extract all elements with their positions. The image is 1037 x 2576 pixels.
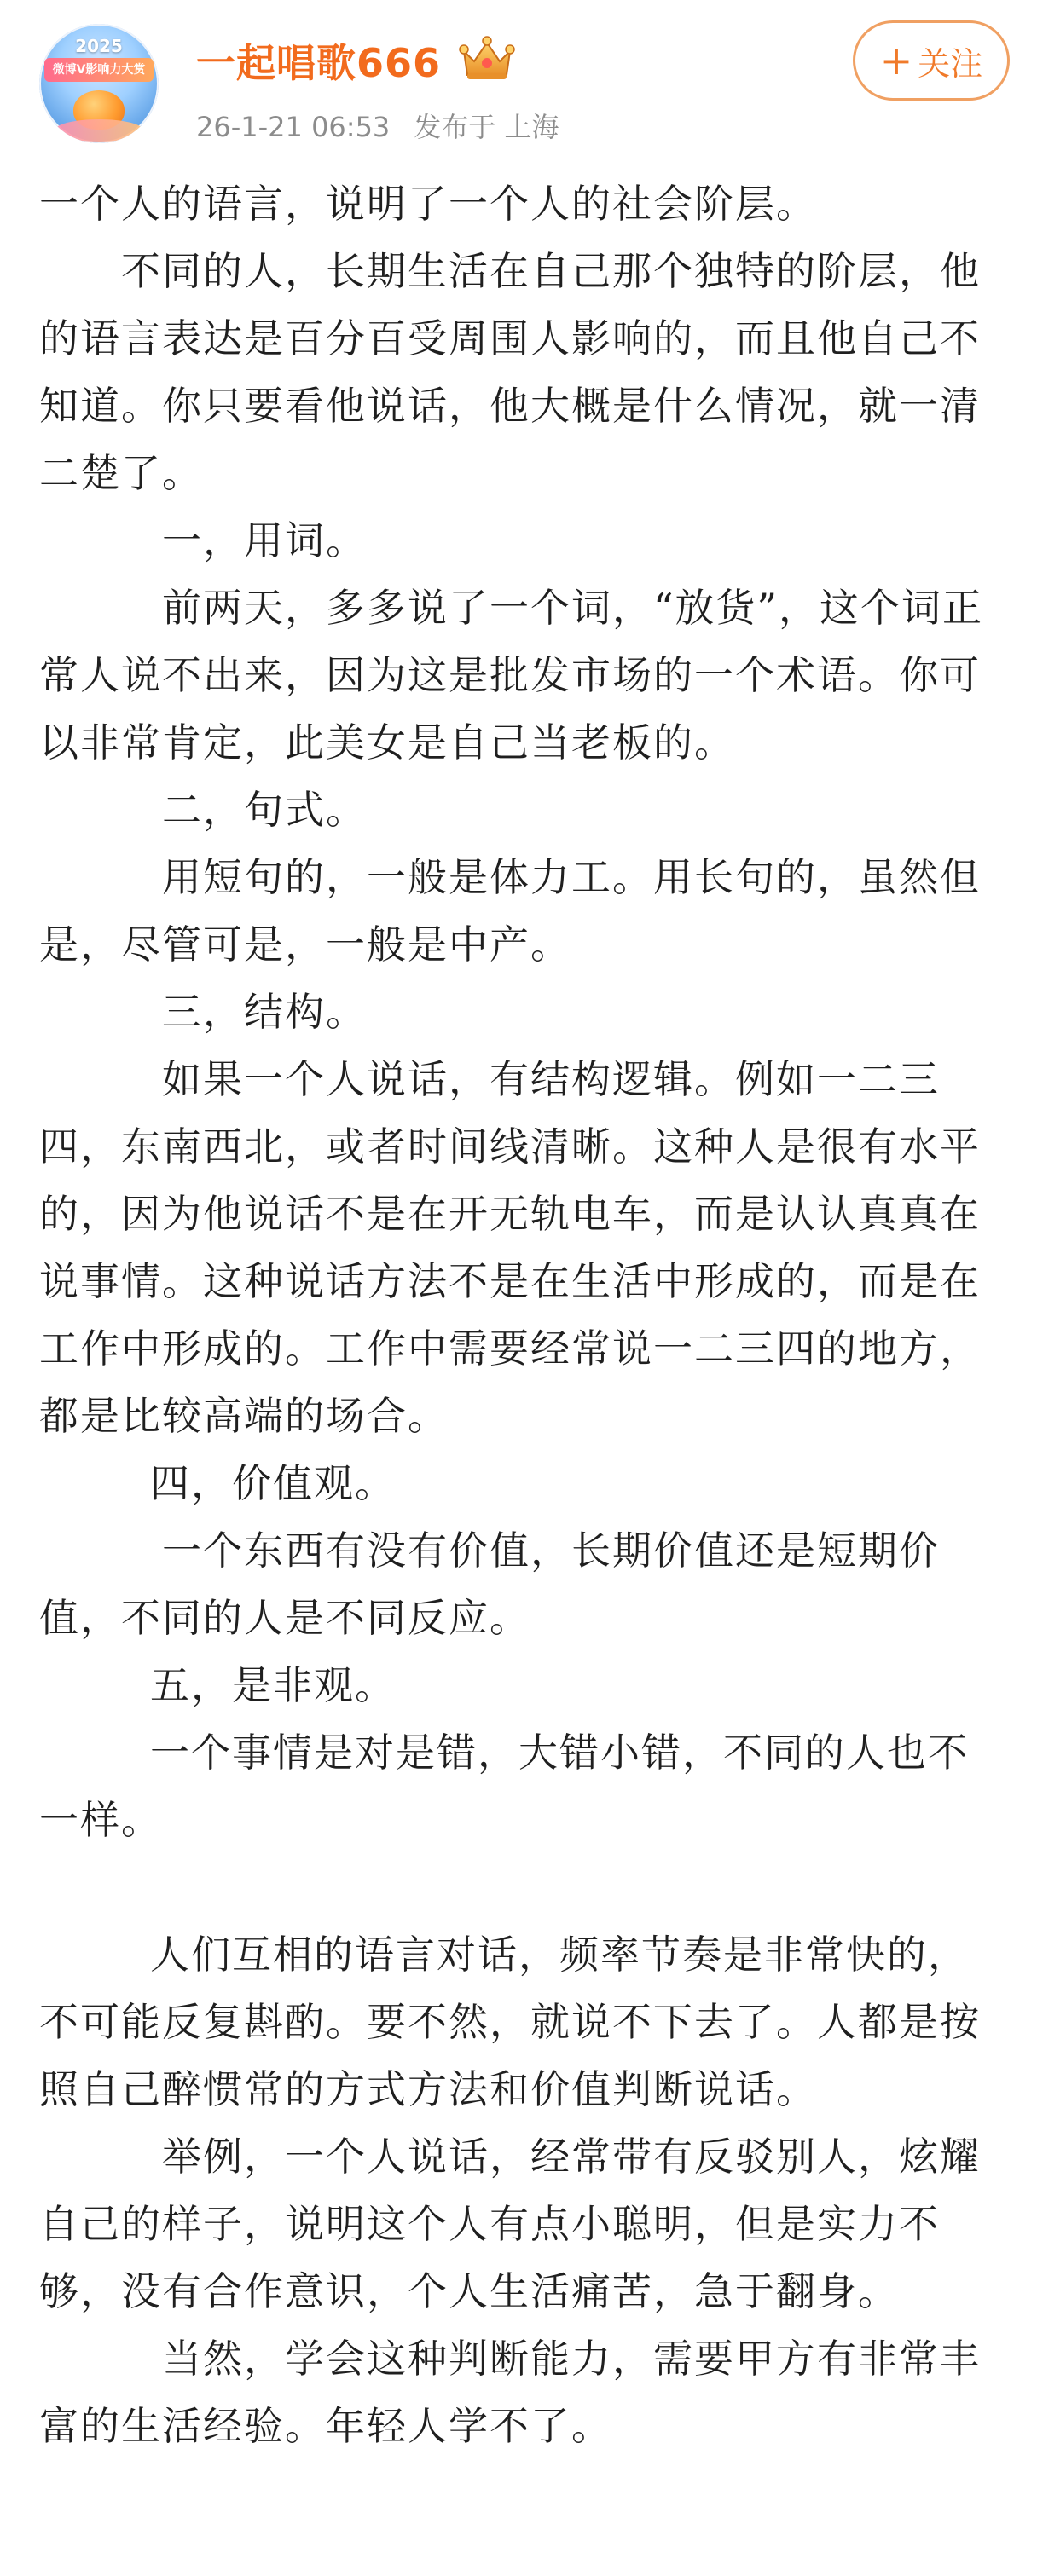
- section-heading: 一，用词。: [162, 517, 367, 563]
- paragraph: 人们互相的语言对话，频率节奏是非常快的，不可能反复斟酌。要不然，就说不下去了。人都是按照自己醉惯常的方式方法和价值判断说话。: [39, 1932, 981, 2112]
- section-heading: 五，是非观。: [150, 1662, 396, 1708]
- paragraph: 举例，一个人说话，经常带有反驳别人，炫耀自己的样子，说明这个人有点小聪明，但是实力不够，没有合作意识，个人生活痛苦，急于翻身。: [39, 2134, 981, 2314]
- post-meta: [196, 106, 559, 145]
- paragraph: 一个事情是对是错，大错小错，不同的人也不一样。: [39, 1730, 969, 1843]
- paragraph: 不同的人，长期生活在自己那个独特的阶层，他的语言表达是百分百受周围人影响的，而且他自己不知道。你只要看他说话，他大概是什么情况，就一清二楚了。: [39, 248, 981, 496]
- paragraph: 如果一个人说话，有结构逻辑。例如一二三四，东南西北，或者时间线清晰。这种人是很有水平的，因为他说话不是在开无轨电车，而是认认真真在说事情。这种说话方法不是在生活中形成的，而是在工作中形成的。工作中需要经常说一二三四的地方，都是比较高端的场合。: [39, 1056, 981, 1439]
- avatar-year-label: 2025: [75, 36, 123, 56]
- plus-icon: +: [879, 38, 913, 84]
- section-heading: 四，价值观。: [150, 1460, 396, 1506]
- author-name[interactable]: 一起唱歌666: [196, 40, 442, 86]
- avatar-base-icon: [55, 119, 143, 142]
- section-heading: 二，句式。: [162, 787, 367, 833]
- post-location: 发布于 上海: [414, 111, 559, 143]
- post-header: [0, 0, 1037, 170]
- post-time: 26-1-21 06:53: [196, 111, 391, 143]
- avatar-banner-label: 微博V影响力大赏: [44, 58, 154, 82]
- paragraph: 一个人的语言，说明了一个人的社会阶层。: [39, 181, 817, 227]
- paragraph: 用短句的，一般是体力工。用长句的，虽然但是，尽管可是，一般是中产。: [39, 854, 981, 967]
- post-body: [39, 170, 1003, 2460]
- paragraph-spacer: [39, 1854, 1003, 1921]
- paragraph: 当然，学会这种判断能力，需要甲方有非常丰富的生活经验。年轻人学不了。: [39, 2336, 981, 2449]
- follow-button[interactable]: [853, 20, 1010, 101]
- paragraph: 一个东西有没有价值，长期价值还是短期价值，不同的人是不同反应。: [39, 1528, 940, 1641]
- paragraph: 前两天，多多说了一个词，“放货”，这个词正常人说不出来，因为这是批发市场的一个术语。你可以非常肯定，此美女是自己当老板的。: [39, 585, 984, 765]
- section-heading: 三，结构。: [162, 989, 367, 1035]
- crown-icon: [457, 32, 517, 84]
- author-avatar[interactable]: [39, 24, 159, 143]
- follow-label: 关注: [918, 44, 983, 83]
